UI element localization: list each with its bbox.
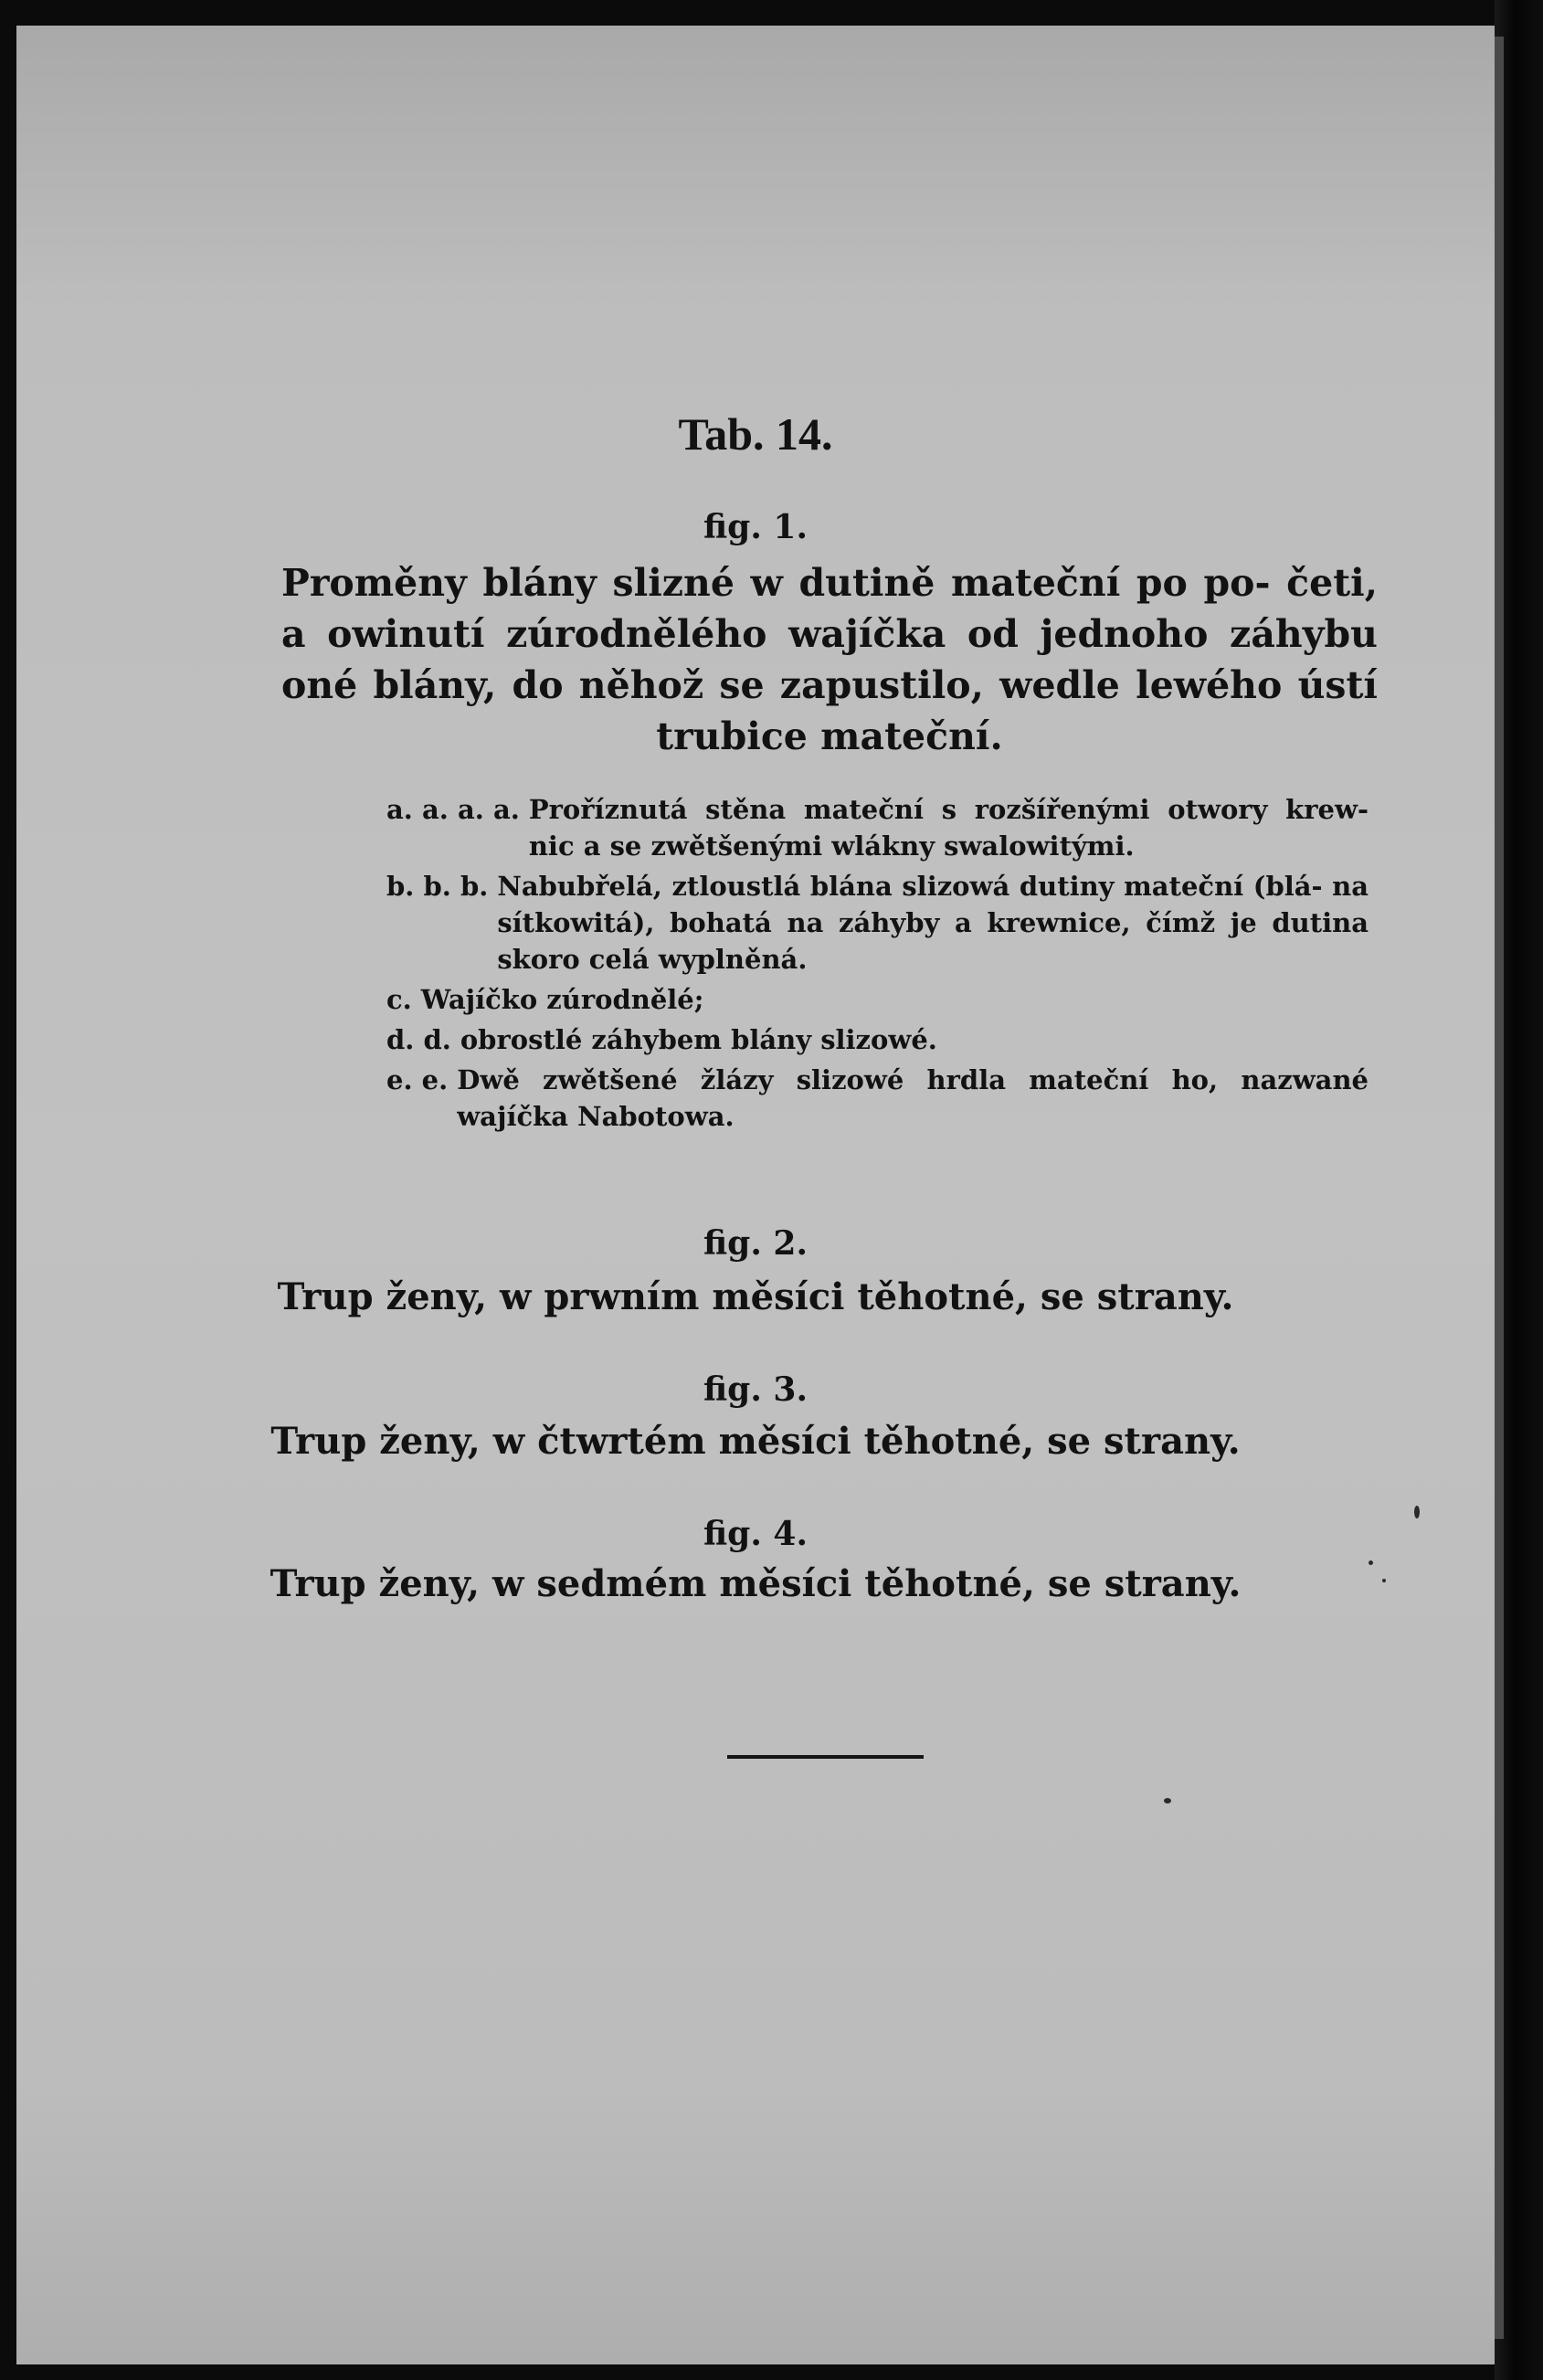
ink-speck	[1382, 1579, 1386, 1582]
fig4-label: fig. 4.	[703, 1515, 808, 1553]
legend-text: Nabubřelá, ztloustlá blána slizowá dutiny mateční (blá- na sítkowitá), bohatá na záhyby a krewnice, čímž je dutina skoro celá wyplněná.	[497, 871, 1369, 975]
plate-title: Tab. 14.	[678, 408, 833, 460]
legend-entry	[386, 1062, 1369, 1135]
fig3-label: fig. 3.	[703, 1370, 808, 1409]
page-content	[16, 26, 1495, 2364]
fig1-caption: Proměny blány slizné w dutině mateční po po- četi, a owinutí zúrodnělého wajíčka od jednoho záhybu oné blány, do něhož se zapustilo, wedle lewého ústí trubice mateční.	[281, 561, 1378, 758]
legend-entry	[386, 868, 1369, 978]
legend-entry	[386, 1021, 1369, 1058]
legend-entry	[386, 791, 1369, 864]
legend-key: d. d.	[386, 1024, 451, 1055]
legend-text: Wajíčko zúrodnělé;	[420, 984, 704, 1015]
fig1-label: fig. 1.	[703, 508, 808, 546]
legend-text: Proříznutá stěna mateční s rozšířenými otwory krew- nic a se zwětšenými wlákny swalowitými.	[528, 794, 1369, 862]
ink-speck	[1414, 1506, 1420, 1518]
legend-text: Dwě zwětšené žlázy slizowé hrdla mateční ho, nazwané wajíčka Nabotowa.	[457, 1064, 1369, 1132]
closing-rule	[727, 1755, 924, 1759]
fig4-caption: Trup ženy, w sedmém měsíci těhotné, se strany.	[269, 1562, 1242, 1605]
fig1-legend	[386, 791, 1369, 1138]
legend-key: b. b. b.	[386, 871, 489, 902]
legend-key: a. a. a. a.	[386, 794, 520, 825]
page	[16, 26, 1495, 2364]
fig2-label: fig. 2.	[703, 1224, 808, 1263]
fig3-caption: Trup ženy, w čtwrtém měsíci těhotné, se strany.	[270, 1420, 1241, 1463]
ink-speck	[1369, 1560, 1373, 1565]
legend-entry	[386, 981, 1369, 1018]
legend-text: obrostlé záhybem blány slizowé.	[460, 1024, 937, 1055]
legend-key: c.	[386, 984, 412, 1015]
fig2-caption: Trup ženy, w prwním měsíci těhotné, se strany.	[277, 1275, 1234, 1318]
page-edge-strip	[1495, 37, 1504, 2339]
ink-speck	[1164, 1798, 1171, 1804]
legend-key: e. e.	[386, 1064, 449, 1095]
